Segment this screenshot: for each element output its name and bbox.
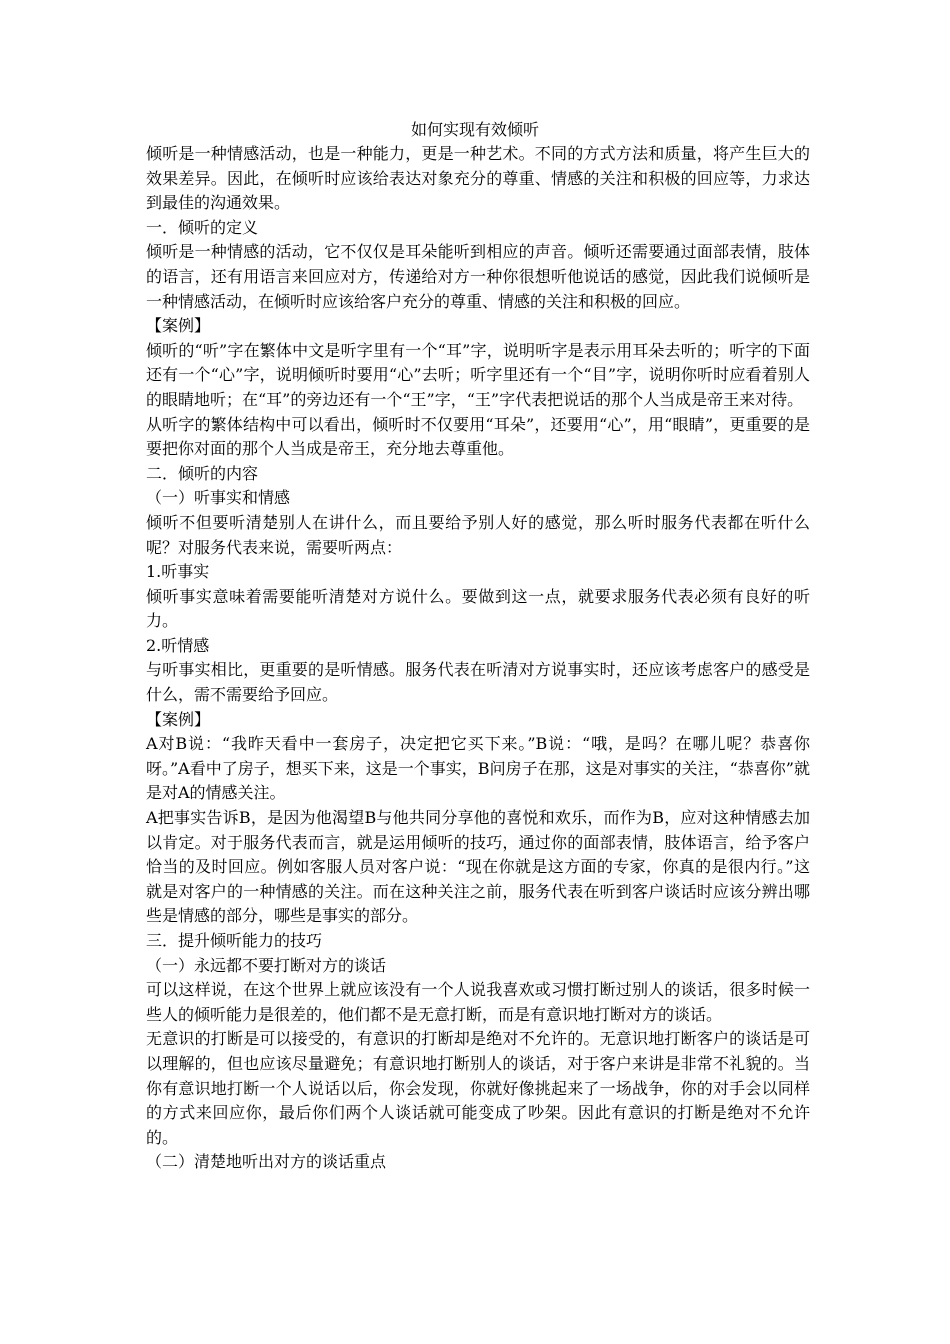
item-heading: 1.听事实: [146, 562, 210, 582]
body-paragraph: A把事实告诉B，是因为他渴望B与他共同分享他的喜悦和欢乐，而作为B，应对这种情感去加以肯定。对于服务代表而言，就是运用倾听的技巧，通过你的面部表情，肢体语言，给予客户恰当的及时回应。例如客服人员对客户说：“现在你就是这方面的专家，你真的是很内行。”这就是对客户的一种情感的关注。而在这种关注之前，服务代表在听到客户谈话时应该分辨出哪些是情感的部分，哪些是事实的部分。: [146, 808, 810, 926]
body-paragraph: 倾听是一种情感的活动，它不仅仅是耳朵能听到相应的声音。倾听还需要通过面部表情，肢体的语言，还有用语言来回应对方，传递给对方一种你很想听他说话的感觉，因此我们说倾听是一种情感活动，在倾听时应该给客户充分的尊重、情感的关注和积极的回应。: [146, 242, 810, 311]
subsection-heading: （二）清楚地听出对方的谈话重点: [146, 1152, 387, 1172]
body-paragraph: 倾听不但要听清楚别人在讲什么，而且要给予别人好的感觉，那么听时服务代表都在听什么呢？对服务代表来说，需要听两点：: [146, 512, 810, 557]
item-heading: 2.听情感: [146, 635, 210, 655]
document-title: 如何实现有效倾听: [410, 120, 539, 139]
section-heading: 二．倾听的内容: [146, 463, 259, 483]
document-body: [146, 142, 810, 1175]
body-paragraph: A对B说：“我昨天看中一套房子，决定把它买下来。”B说：“哦，是吗？在哪儿呢？恭喜你呀。”A看中了房子，想买下来，这是一个事实，B问房子在那，这是对事实的关注，“恭喜你”就是对A的情感关注。: [146, 734, 810, 803]
body-paragraph: 倾听事实意味着需要能听清楚对方说什么。要做到这一点，就要求服务代表必须有良好的听力。: [146, 586, 810, 631]
body-paragraph: 倾听的“听”字在繁体中文是听字里有一个“耳”字，说明听字是表示用耳朵去听的；听字的下面还有一个“心”字，说明倾听时要用“心”去听；听字里还有一个“目”字，说明你听时应看着别人的眼睛地听；在“耳”的旁边还有一个“王”字，“王”字代表把说话的那个人当成是帝王来对待。: [146, 340, 810, 409]
case-label: 【案例】: [146, 709, 211, 729]
subsection-heading: （一）永远都不要打断对方的谈话: [146, 955, 387, 975]
case-label: 【案例】: [146, 316, 211, 336]
body-paragraph: 从听字的繁体结构中可以看出，倾听时不仅要用“耳朵”，还要用“心”，用“眼睛”，更重要的是要把你对面的那个人当成是帝王，充分地去尊重他。: [146, 414, 810, 459]
body-paragraph: 可以这样说，在这个世界上就应该没有一个人说我喜欢或习惯打断过别人的谈话，很多时候一些人的倾听能力是很差的，他们都不是无意打断，而是有意识地打断对方的谈话。: [146, 980, 810, 1024]
subsection-heading: （一）听事实和情感: [146, 488, 291, 508]
intro-paragraph: 倾听是一种情感活动，也是一种能力，更是一种艺术。不同的方式方法和质量，将产生巨大的效果差异。因此，在倾听时应该给表达对象充分的尊重、情感的关注和积极的回应等，力求达到最佳的沟通效果。: [146, 144, 810, 213]
body-paragraph: 与听事实相比，更重要的是听情感。服务代表在听清对方说事实时，还应该考虑客户的感受是什么，需不需要给予回应。: [146, 660, 810, 705]
section-heading: 一．倾听的定义: [146, 217, 259, 237]
section-heading: 三．提升倾听能力的技巧: [146, 931, 323, 950]
body-paragraph: 无意识的打断是可以接受的，有意识的打断却是绝对不允许的。无意识地打断客户的谈话是可以理解的，但也应该尽量避免；有意识地打断别人的谈话，对于客户来讲是非常不礼貌的。当你有意识地打断一个人说话以后，你会发现，你就好像挑起来了一场战争，你的对手会以同样的方式来回应你，最后你们两个人谈话就可能变成了吵架。因此有意识的打断是绝对不允许的。: [146, 1029, 810, 1147]
